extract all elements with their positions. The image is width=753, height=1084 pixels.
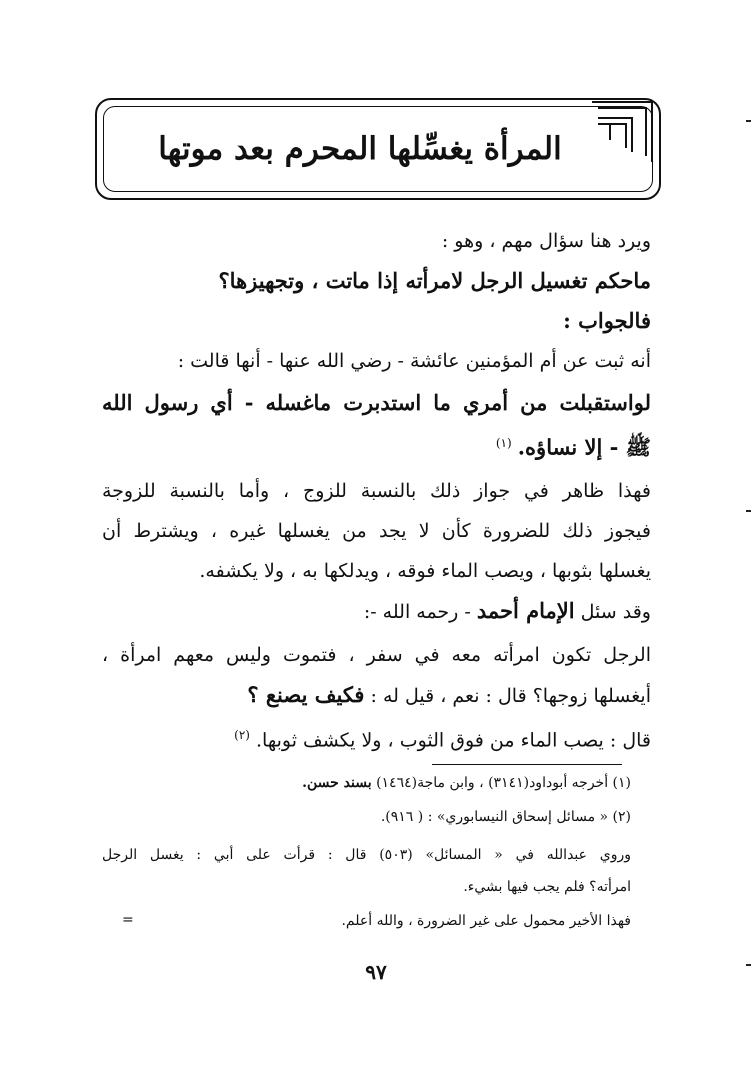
imam-name: الإمام أحمد (476, 598, 575, 623)
footnote-ref-2: (٢) (234, 728, 250, 742)
hadith-text-end: ﷺ - إلا نساؤه. (517, 434, 651, 460)
imam-prefix: وقد سئل (580, 601, 651, 623)
paragraph-1-line-1: فهذا ظاهر في جواز ذلك بالنسبة للزوج ، وأما بالنسبة للزوجة (102, 480, 651, 502)
footnote-3-line-2: امرأته؟ فلم يجب فيها بشيء. (463, 879, 631, 895)
imam-suffix: - رحمه الله -: (363, 601, 471, 623)
footnote-1-grade: بسند حسن. (302, 775, 372, 791)
body-line-intro: ويرد هنا سؤال مهم ، وهو : (441, 230, 651, 252)
paragraph-2-question: أيغسلها زوجها؟ قال : نعم ، قيل له : (370, 685, 651, 707)
hadith-line-1: لواستقبلت من أمري ما استدبرت ماغسله - أي رسول الله (102, 390, 651, 415)
footnote-ref-1: (١) (495, 436, 512, 450)
chapter-title: المرأة يغسِّلها المحرم بعد موتها (158, 131, 562, 167)
paragraph-3 (234, 720, 651, 755)
footnote-1 (302, 772, 631, 794)
margin-tick (746, 120, 751, 122)
margin-tick (746, 510, 751, 512)
paragraph-3-text: قال : يصب الماء من فوق الثوب ، ولا يكشف ثوبها. (256, 729, 651, 752)
paragraph-1-line-3: يغسلها بثوبها ، ويصب الماء فوقه ، ويدلكها به ، ولا يكشفه. (199, 560, 651, 582)
answer-label: فالجواب : (563, 308, 651, 333)
question-text: ماحكم تغسيل الرجل لامرأته إذا ماتت ، وتجهيزها؟ (218, 268, 651, 293)
footnote-3-line-1: وروي عبدالله في « المسائل» (٥٠٣) قال : قرأت على أبي : يغسل الرجل (102, 847, 632, 863)
body-line-narration: أنه ثبت عن أم المؤمنين عائشة - رضي الله عنها - أنها قالت : (177, 350, 651, 372)
imam-line (364, 596, 651, 627)
page-number: ٩٧ (365, 960, 387, 984)
margin-tick (746, 964, 751, 966)
corner-ornament-icon (588, 96, 668, 176)
paragraph-2-question-bold: فكيف يصنع ؟ (247, 682, 365, 707)
hadith-line-2 (496, 428, 651, 463)
paragraph-1-line-2: فيجوز ذلك للضرورة كأن لا يجد من يغسلها غيره ، ويشترط أن (102, 520, 651, 542)
footnote-2: (٢) « مسائل إسحاق النيسابوري» : ( ٩١٦). (380, 809, 631, 825)
footnote-1-text: (١) أخرجه أبوداود(٣١٤١) ، وابن ماجة(١٤٦٤) (376, 775, 631, 791)
footnote-divider (432, 764, 622, 765)
paragraph-2-line-1: الرجل تكون امرأته معه في سفر ، فتموت وليس معهم امرأة ، (102, 644, 651, 666)
continuation-mark: = (122, 912, 134, 928)
paragraph-2-line-2 (247, 680, 651, 711)
footnote-4: فهذا الأخير محمول على غير الضرورة ، والله أعلم. (341, 913, 631, 929)
